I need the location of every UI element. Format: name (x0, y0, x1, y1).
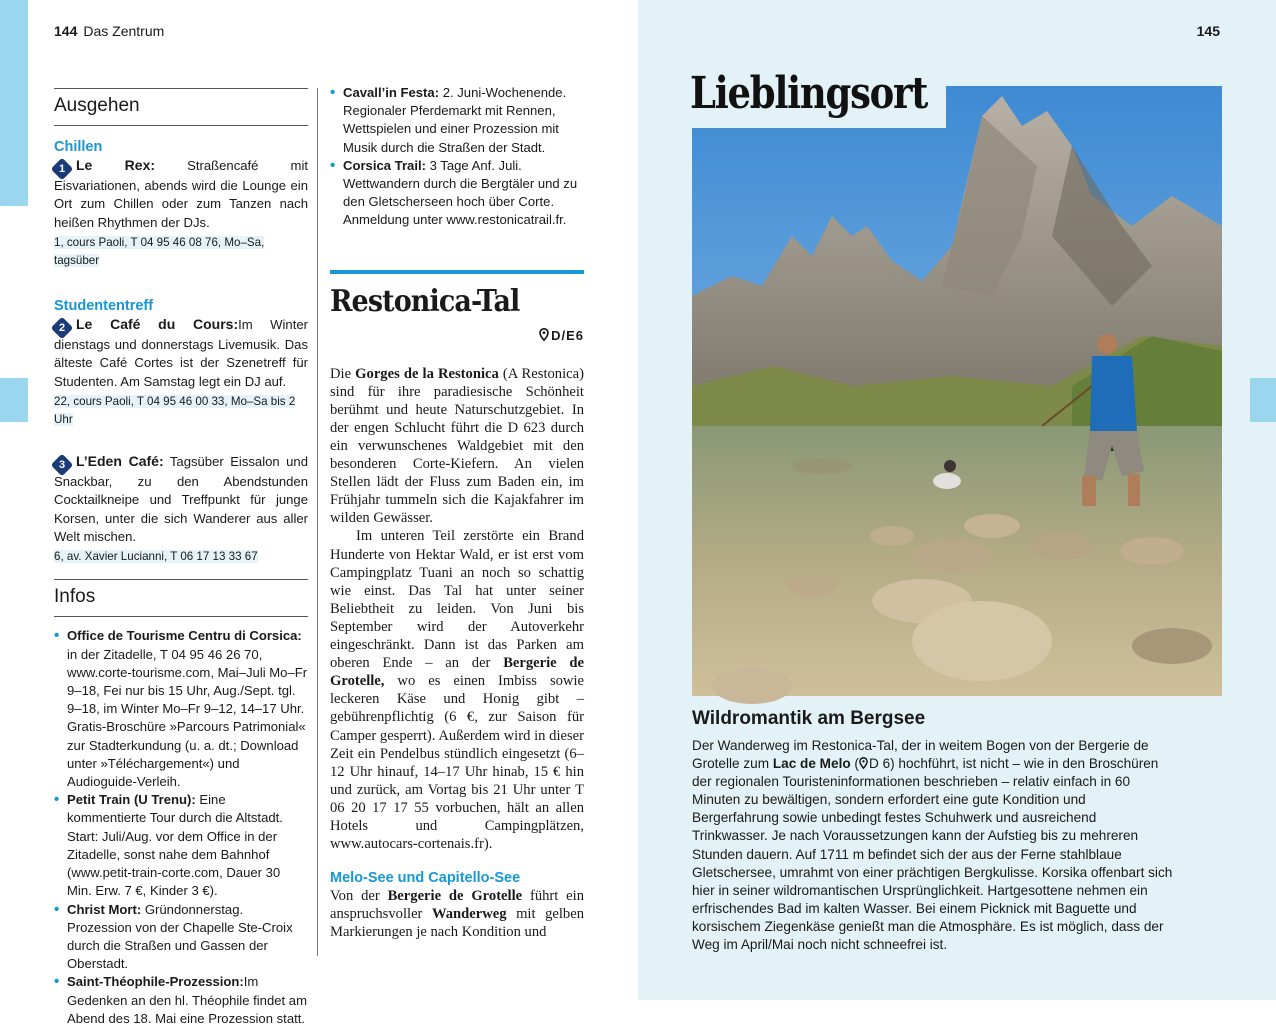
sub-heading: Melo-See und Capitello-See (330, 870, 521, 887)
paragraph: Von der Bergerie de Grotelle führt ein anspruchsvoller Wanderweg mit gelben Markierungen je nach Kondition und (330, 888, 585, 941)
info-item: • Petit Train (U Trenu): Eine kommentierte Tour durch die Altstadt. Start: Juli/Aug. vor dem Office in der Zitadelle, sonst nahe dem Bahnhof (www.petit-train-corte.com, Dauer 30 Min. Erw. 7 €, Kinder 3 €). (54, 791, 308, 900)
number-badge: 3 (51, 454, 74, 477)
entry-cafe-du-cours (54, 315, 308, 391)
info-item: • Christ Mort: Gründonnerstag. Prozession von der Chapelle Ste-Croix durch die Straßen und Gassen der Oberstadt. (54, 901, 308, 974)
event-item: • Cavall’in Festa: 2. Juni-Wochenende. Regionaler Pferdemarkt mit Rennen, Wettspielen und einer Prozession mit Musik durch die Straßen der Stadt. (330, 84, 584, 157)
info-item: • Saint-Théophile-Prozession:Im Gedenken an den hl. Théophile findet am Abend des 18. Mai eine Prozession statt. (54, 973, 308, 1028)
running-head-title: Das Zentrum (83, 23, 165, 39)
entry-address: 22, cours Paoli, T 04 95 46 00 33, Mo–Sa bis 2 Uhr (54, 394, 296, 427)
paragraph: Im unteren Teil zerstörte ein Brand Hunderte von Hektar Wald, er ist erst vom Campingplatz Tuani an noch so schattig wie einst. Das Tal hat unter seiner Beliebtheit zu leiden. Von Juni bis September wird der Autoverkehr eingeschränkt. Dann ist das Parken am oberen Ende – an der Bergerie de Grotelle, wo es einen Imbiss sowie leckeren Käse und Honig gibt – gebührenpflichtig (6 €, zur Saison für Camper gesperrt). Außerdem wird in dieser Zeit ein Pendelbus stündlich eingesetzt (6–12 Uhr hinauf, 14–17 Uhr hinab, 15 € hin und zurück, am Vortag bis 21 Uhr unter T 06 20 17 17 55 vorbuchen, hält an allen Hotels und Campingplätzen, www.autocars-cortenais.fr). (330, 528, 585, 853)
running-head (54, 23, 164, 39)
page-number-left: 144 (54, 23, 78, 39)
middle-column (330, 84, 584, 941)
entry-name: Le Café du Cours: (76, 316, 239, 333)
lake-photo-illustration (692, 86, 1222, 696)
thumb-tab-middle (0, 378, 28, 422)
number-badge: 1 (51, 158, 74, 181)
category-chillen: Chillen (54, 139, 103, 156)
section-rule (330, 270, 584, 274)
map-pin-icon (859, 757, 868, 769)
infos-list (54, 627, 308, 1027)
page-number-right: 145 (1196, 23, 1220, 39)
entry-name: L’Eden Café: (76, 453, 164, 470)
page-title-lieblingsort: Lieblingsort (690, 68, 928, 119)
map-reference: D/E6 (330, 328, 584, 343)
entry-eden-cafe (54, 452, 308, 546)
section-title-restonica: Restonica-Tal (330, 283, 520, 319)
entry-text: Straßencafé mit Eisvariationen, abends wird die Lounge ein Ort zum Chillen oder zum Tanzen nach heißen Rhythmen der DJs. (54, 158, 308, 230)
category-studententreff: Studententreff (54, 298, 154, 315)
info-item: • Office de Tourisme Centru di Corsica: in der Zitadelle, T 04 95 46 26 70, www.corte-tourisme.com, Mai–Juli Mo–Fr 9–18, Fei nur bis 15 Uhr, Aug./Sept. tgl. 9–18, im Winter Mo–Fr 9–12, 14–17 Uhr. Gratis-Broschüre »Parcours Patrimonial« zur Stadterkundung (u. a. dt.; Download unter »Téléchargement«) und Audioguide-Verleih. (54, 627, 308, 791)
event-item: • Corsica Trail: 3 Tage Anf. Juli. Wettwandern durch die Bergtäler und zu den Gletscherseen hoch über Corte. Anmeldung unter www.restonicatrail.fr. (330, 157, 584, 230)
entry-le-rex (54, 156, 308, 232)
lake-photo (692, 86, 1222, 696)
entry-name: Le Rex: (76, 157, 156, 174)
entry-text: Tagsüber Eissalon und Snackbar, zu den Abendstunden Cocktailkneipe und Treffpunkt für junge Korsen, unter die sich Wanderer aus aller Welt mischen. (54, 454, 308, 544)
box-heading: Wildromantik am Bergsee (692, 708, 926, 729)
section-heading-infos: Infos (54, 580, 308, 617)
entry-address: 1, cours Paoli, T 04 95 46 08 76, Mo–Sa, tagsüber (54, 235, 265, 268)
number-badge: 2 (51, 317, 74, 340)
thumb-tab-top (0, 0, 28, 206)
box-text: Der Wanderweg im Restonica-Tal, der in weitem Bogen von der Bergerie de Grotelle zum Lac de Melo ( D 6) hochführt, ist nicht – wie in den Broschüren der regionalen Touristeninformationen beschrieben – relativ einfach in 60 Minuten zu bewältigen, sondern erfordert eine gute Kondition und Bergerfahrung sowie unbedingt festes Schuhwerk und ausreichend Trinkwasser. Je nach Voraussetzungen kann der Aufstieg bis zu mehreren Stunden dauern. Auf 1711 m befindet sich der aus der Ferne stahlblaue Gletschersee, umrahmt von einer prächtigen Bergkulisse. Korsika offenbart sich hier in seiner wildromantischen Ursprünglichkeit. Hartgesottene nehmen ein erfrischendes Bad im kalten Wasser. Bei einem Picknick mit Baguette und korsischem Ziegenkäse genießt man die Atmosphäre. Es ist möglich, dass der Weg im April/Mai noch nicht schneefrei ist. (692, 738, 1173, 953)
section-heading-ausgehen: Ausgehen (54, 89, 308, 126)
paragraph: Die Gorges de la Restonica (A Restonica) sind für ihre paradiesische Schönheit berühmt und heute Naturschutzgebiet. In der engen Schlucht führt die D 623 durch ein verwunschenes Waldgebiet mit den besonderen Corte-Kiefern. An vielen Stellen lädt der Fluss zum Baden ein, im Frühjahr tummeln sich die Kajakfahrer im wilden Gewässer. (330, 365, 584, 527)
entry-address: 6, av. Xavier Lucianni, T 06 17 13 33 67 (54, 550, 258, 564)
map-pin-icon (539, 328, 549, 341)
left-column (54, 88, 308, 1028)
entry-text: Im Winter dienstags und donnerstags Livemusik. Das älteste Café Cortes ist der Szenetreff für Studenten. Am Samstag legt ein DJ auf. (54, 317, 308, 389)
thumb-tab-right (1250, 378, 1276, 422)
column-divider (317, 88, 318, 956)
